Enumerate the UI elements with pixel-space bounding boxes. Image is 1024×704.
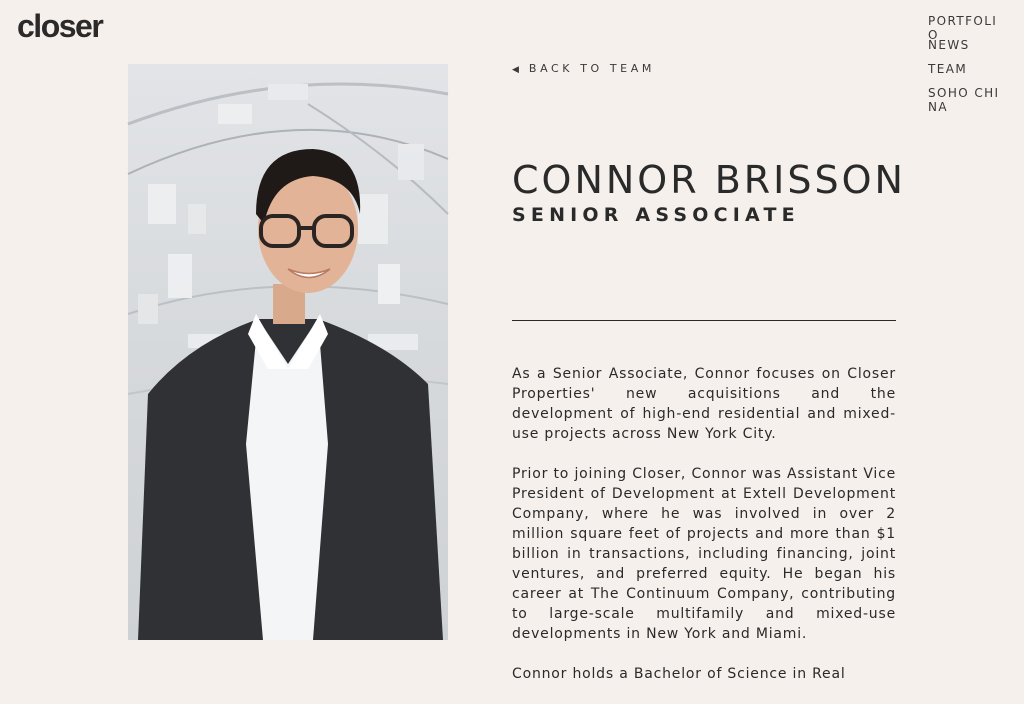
person-role: SENIOR ASSOCIATE xyxy=(512,204,800,226)
profile-photo xyxy=(128,64,448,640)
person-name: CONNOR BRISSON xyxy=(512,158,906,202)
bio-paragraph: As a Senior Associate, Connor focuses on Closer Properties' new acquisitions and the development of high-end residential and mixed-use projects across New York City. xyxy=(512,366,896,442)
back-link-label: BACK TO TEAM xyxy=(528,62,655,75)
back-arrow-icon: ◀ xyxy=(512,65,519,75)
nav-item-team[interactable]: TEAM xyxy=(928,62,968,76)
divider xyxy=(512,320,896,321)
bio-paragraph: Prior to joining Closer, Connor was Assistant Vice President of Development at Extell Development Company, where he was involved in over 2 million square feet of projects and more than $1 billion in transactions, including financing, joint ventures, and preferred equity. He began his career at The Continuum Company, contributing to large-scale multifamily and mixed-use developments in New York and Miami. xyxy=(512,466,896,642)
bio-text xyxy=(512,364,896,704)
nav-item-soho-china[interactable]: SOHO CHINA xyxy=(928,86,1000,114)
nav-item-news[interactable]: NEWS xyxy=(928,38,970,52)
bio-paragraph: Connor holds a Bachelor of Science in Real xyxy=(512,666,846,682)
back-to-team-link[interactable] xyxy=(512,62,655,75)
logo[interactable]: closer xyxy=(17,8,103,44)
main-nav xyxy=(928,14,1008,114)
nav-item-portfolio[interactable]: PORTFOLIO xyxy=(928,14,998,42)
